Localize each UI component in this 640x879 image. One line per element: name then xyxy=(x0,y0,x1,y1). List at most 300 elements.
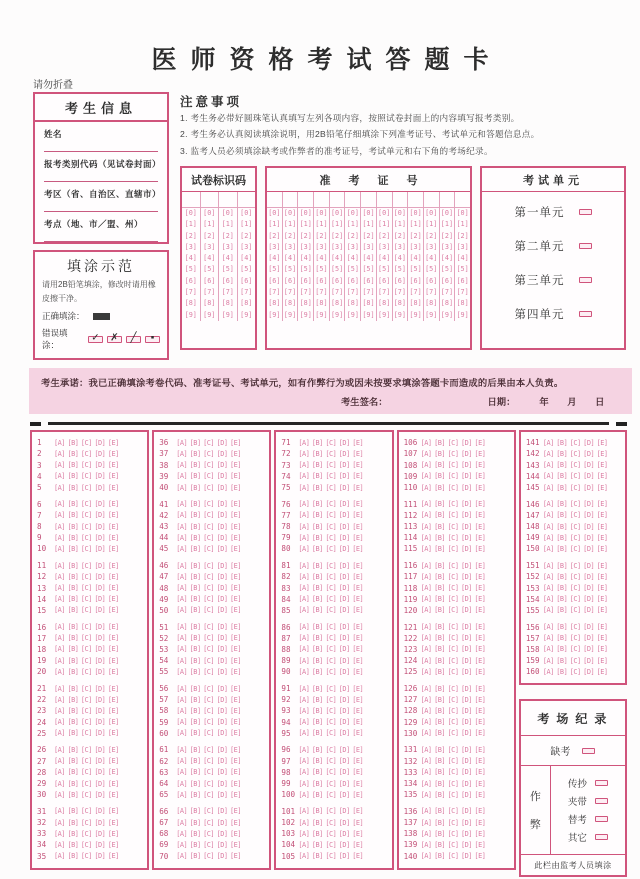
exam-unit-bubble[interactable] xyxy=(579,243,592,249)
answer-bubble-E[interactable]: [E] xyxy=(474,472,486,481)
answer-bubble-C[interactable]: [C] xyxy=(447,483,459,492)
digit-bubble[interactable]: [3] xyxy=(440,242,454,251)
answer-bubble-D[interactable]: [D] xyxy=(583,544,595,553)
answer-bubble-A[interactable]: [A] xyxy=(420,818,432,827)
digit-bubble[interactable]: [4] xyxy=(425,254,438,263)
answer-bubble-B[interactable]: [B] xyxy=(189,438,201,447)
answer-bubble-E[interactable]: [E] xyxy=(107,511,119,520)
answer-bubble-D[interactable]: [D] xyxy=(460,695,472,704)
answer-bubble-A[interactable]: [A] xyxy=(420,645,432,654)
answer-bubble-A[interactable]: [A] xyxy=(420,745,432,754)
answer-bubble-E[interactable]: [E] xyxy=(474,829,486,838)
answer-bubble-C[interactable]: [C] xyxy=(325,511,337,520)
answer-bubble-E[interactable]: [E] xyxy=(596,667,608,676)
answer-bubble-E[interactable]: [E] xyxy=(352,634,364,643)
answer-bubble-C[interactable]: [C] xyxy=(325,706,337,715)
answer-bubble-D[interactable]: [D] xyxy=(583,634,595,643)
answer-bubble-C[interactable]: [C] xyxy=(80,684,92,693)
answer-bubble-D[interactable]: [D] xyxy=(460,718,472,727)
digit-bubble[interactable]: [2] xyxy=(378,231,391,240)
answer-bubble-E[interactable]: [E] xyxy=(352,438,364,447)
answer-bubble-E[interactable]: [E] xyxy=(352,561,364,570)
answer-bubble-D[interactable]: [D] xyxy=(338,572,350,581)
answer-bubble-C[interactable]: [C] xyxy=(203,606,215,615)
answer-bubble-D[interactable]: [D] xyxy=(94,561,106,570)
answer-bubble-C[interactable]: [C] xyxy=(325,561,337,570)
answer-bubble-B[interactable]: [B] xyxy=(311,684,323,693)
answer-bubble-A[interactable]: [A] xyxy=(298,449,310,458)
digit-bubble[interactable]: [7] xyxy=(456,288,469,297)
digit-bubble[interactable]: [3] xyxy=(409,242,422,251)
answer-bubble-B[interactable]: [B] xyxy=(189,807,201,816)
digit-bubble[interactable]: [2] xyxy=(456,231,469,240)
answer-bubble-C[interactable]: [C] xyxy=(569,461,581,470)
answer-bubble-A[interactable]: [A] xyxy=(420,461,432,470)
answer-bubble-D[interactable]: [D] xyxy=(94,472,106,481)
answer-bubble-D[interactable]: [D] xyxy=(460,449,472,458)
answer-bubble-E[interactable]: [E] xyxy=(596,438,608,447)
answer-bubble-D[interactable]: [D] xyxy=(338,729,350,738)
answer-bubble-E[interactable]: [E] xyxy=(474,718,486,727)
answer-bubble-A[interactable]: [A] xyxy=(420,595,432,604)
answer-bubble-C[interactable]: [C] xyxy=(569,500,581,509)
answer-bubble-D[interactable]: [D] xyxy=(338,544,350,553)
answer-bubble-C[interactable]: [C] xyxy=(203,706,215,715)
digit-bubble[interactable]: [4] xyxy=(346,254,359,263)
answer-bubble-B[interactable]: [B] xyxy=(556,438,568,447)
answer-bubble-C[interactable]: [C] xyxy=(325,483,337,492)
digit-bubble[interactable]: [8] xyxy=(440,299,454,308)
digit-bubble[interactable]: [6] xyxy=(299,276,312,285)
answer-bubble-A[interactable]: [A] xyxy=(54,684,65,693)
answer-bubble-A[interactable]: [A] xyxy=(298,595,310,604)
answer-bubble-B[interactable]: [B] xyxy=(67,729,79,738)
answer-bubble-E[interactable]: [E] xyxy=(474,695,486,704)
answer-bubble-C[interactable]: [C] xyxy=(447,500,459,509)
digit-write-cell[interactable] xyxy=(361,192,376,208)
answer-bubble-E[interactable]: [E] xyxy=(107,790,119,799)
answer-bubble-C[interactable]: [C] xyxy=(80,818,92,827)
answer-bubble-A[interactable]: [A] xyxy=(542,544,554,553)
answer-bubble-A[interactable]: [A] xyxy=(420,606,432,615)
answer-bubble-C[interactable]: [C] xyxy=(203,695,215,704)
answer-bubble-B[interactable]: [B] xyxy=(67,606,79,615)
answer-bubble-D[interactable]: [D] xyxy=(94,500,106,509)
digit-bubble[interactable]: [8] xyxy=(456,299,469,308)
answer-bubble-A[interactable]: [A] xyxy=(176,718,188,727)
answer-bubble-C[interactable]: [C] xyxy=(447,438,459,447)
answer-bubble-A[interactable]: [A] xyxy=(298,790,310,799)
answer-bubble-B[interactable]: [B] xyxy=(556,522,568,531)
digit-bubble[interactable]: [1] xyxy=(409,220,422,229)
digit-bubble[interactable]: [4] xyxy=(268,254,281,263)
answer-bubble-E[interactable]: [E] xyxy=(596,561,608,570)
digit-bubble[interactable]: [4] xyxy=(299,254,312,263)
answer-bubble-D[interactable]: [D] xyxy=(338,483,350,492)
answer-bubble-D[interactable]: [D] xyxy=(216,818,228,827)
answer-bubble-B[interactable]: [B] xyxy=(311,584,323,593)
answer-bubble-E[interactable]: [E] xyxy=(107,461,119,470)
answer-bubble-B[interactable]: [B] xyxy=(67,634,79,643)
answer-bubble-D[interactable]: [D] xyxy=(460,745,472,754)
answer-bubble-D[interactable]: [D] xyxy=(338,807,350,816)
answer-bubble-E[interactable]: [E] xyxy=(230,840,241,849)
answer-bubble-E[interactable]: [E] xyxy=(474,667,486,676)
answer-bubble-D[interactable]: [D] xyxy=(94,522,106,531)
answer-bubble-D[interactable]: [D] xyxy=(460,790,472,799)
answer-bubble-B[interactable]: [B] xyxy=(311,461,323,470)
answer-bubble-D[interactable]: [D] xyxy=(94,645,106,654)
answer-bubble-A[interactable]: [A] xyxy=(176,606,188,615)
answer-bubble-A[interactable]: [A] xyxy=(176,561,188,570)
answer-bubble-E[interactable]: [E] xyxy=(596,483,608,492)
answer-bubble-D[interactable]: [D] xyxy=(460,729,472,738)
answer-bubble-B[interactable]: [B] xyxy=(311,718,323,727)
answer-bubble-E[interactable]: [E] xyxy=(230,511,241,520)
answer-bubble-A[interactable]: [A] xyxy=(54,438,65,447)
digit-bubble[interactable]: [6] xyxy=(456,276,469,285)
answer-bubble-B[interactable]: [B] xyxy=(311,667,323,676)
answer-bubble-C[interactable]: [C] xyxy=(325,461,337,470)
answer-bubble-D[interactable]: [D] xyxy=(216,623,228,632)
answer-bubble-B[interactable]: [B] xyxy=(311,483,323,492)
answer-bubble-B[interactable]: [B] xyxy=(556,645,568,654)
answer-bubble-D[interactable]: [D] xyxy=(583,656,595,665)
answer-bubble-E[interactable]: [E] xyxy=(230,544,241,553)
answer-bubble-E[interactable]: [E] xyxy=(474,645,486,654)
answer-bubble-C[interactable]: [C] xyxy=(203,511,215,520)
answer-bubble-D[interactable]: [D] xyxy=(460,461,472,470)
digit-bubble[interactable]: [3] xyxy=(362,242,375,251)
answer-bubble-B[interactable]: [B] xyxy=(311,438,323,447)
digit-bubble[interactable]: [6] xyxy=(330,276,344,285)
answer-bubble-E[interactable]: [E] xyxy=(352,729,364,738)
answer-bubble-A[interactable]: [A] xyxy=(298,645,310,654)
digit-bubble[interactable]: [5] xyxy=(440,265,454,274)
answer-bubble-C[interactable]: [C] xyxy=(203,561,215,570)
digit-bubble[interactable]: [1] xyxy=(283,220,297,229)
digit-bubble[interactable]: [6] xyxy=(425,276,438,285)
answer-bubble-D[interactable]: [D] xyxy=(583,623,595,632)
answer-bubble-C[interactable]: [C] xyxy=(80,829,92,838)
cheat-item-bubble[interactable] xyxy=(595,780,608,786)
answer-bubble-E[interactable]: [E] xyxy=(474,500,486,509)
answer-bubble-C[interactable]: [C] xyxy=(203,829,215,838)
answer-bubble-B[interactable]: [B] xyxy=(189,561,201,570)
digit-bubble[interactable]: [0] xyxy=(362,208,375,217)
answer-bubble-D[interactable]: [D] xyxy=(94,790,106,799)
answer-bubble-B[interactable]: [B] xyxy=(67,522,79,531)
answer-bubble-D[interactable]: [D] xyxy=(460,500,472,509)
answer-bubble-D[interactable]: [D] xyxy=(216,807,228,816)
digit-write-cell[interactable] xyxy=(393,192,408,208)
answer-bubble-B[interactable]: [B] xyxy=(67,840,79,849)
digit-bubble[interactable]: [9] xyxy=(283,310,297,319)
answer-bubble-E[interactable]: [E] xyxy=(107,572,119,581)
digit-bubble[interactable]: [4] xyxy=(362,254,375,263)
answer-bubble-A[interactable]: [A] xyxy=(176,829,188,838)
answer-bubble-C[interactable]: [C] xyxy=(203,533,215,542)
answer-bubble-B[interactable]: [B] xyxy=(556,483,568,492)
answer-bubble-E[interactable]: [E] xyxy=(596,606,608,615)
digit-bubble[interactable]: [1] xyxy=(315,220,328,229)
answer-bubble-B[interactable]: [B] xyxy=(67,449,79,458)
answer-bubble-B[interactable]: [B] xyxy=(67,745,79,754)
digit-bubble[interactable]: [7] xyxy=(378,288,391,297)
answer-bubble-B[interactable]: [B] xyxy=(434,729,446,738)
answer-bubble-C[interactable]: [C] xyxy=(325,584,337,593)
answer-bubble-B[interactable]: [B] xyxy=(189,852,201,861)
answer-bubble-A[interactable]: [A] xyxy=(542,461,554,470)
digit-bubble[interactable]: [3] xyxy=(221,242,234,251)
answer-bubble-A[interactable]: [A] xyxy=(420,718,432,727)
answer-bubble-E[interactable]: [E] xyxy=(352,544,364,553)
answer-bubble-E[interactable]: [E] xyxy=(230,745,241,754)
answer-bubble-B[interactable]: [B] xyxy=(434,779,446,788)
answer-bubble-B[interactable]: [B] xyxy=(556,623,568,632)
answer-bubble-C[interactable]: [C] xyxy=(447,472,459,481)
answer-bubble-C[interactable]: [C] xyxy=(203,522,215,531)
answer-bubble-A[interactable]: [A] xyxy=(542,606,554,615)
digit-bubble[interactable]: [3] xyxy=(393,242,406,251)
answer-bubble-B[interactable]: [B] xyxy=(189,522,201,531)
answer-bubble-E[interactable]: [E] xyxy=(474,779,486,788)
answer-bubble-E[interactable]: [E] xyxy=(352,522,364,531)
answer-bubble-B[interactable]: [B] xyxy=(311,757,323,766)
answer-bubble-E[interactable]: [E] xyxy=(596,572,608,581)
answer-bubble-E[interactable]: [E] xyxy=(107,718,119,727)
answer-bubble-C[interactable]: [C] xyxy=(325,718,337,727)
answer-bubble-E[interactable]: [E] xyxy=(107,829,119,838)
answer-bubble-E[interactable]: [E] xyxy=(474,461,486,470)
answer-bubble-A[interactable]: [A] xyxy=(420,522,432,531)
digit-bubble[interactable]: [2] xyxy=(362,231,375,240)
answer-bubble-C[interactable]: [C] xyxy=(447,606,459,615)
digit-bubble[interactable]: [2] xyxy=(346,231,359,240)
answer-bubble-D[interactable]: [D] xyxy=(94,718,106,727)
answer-bubble-B[interactable]: [B] xyxy=(67,500,79,509)
answer-bubble-C[interactable]: [C] xyxy=(569,472,581,481)
answer-bubble-B[interactable]: [B] xyxy=(189,572,201,581)
answer-bubble-A[interactable]: [A] xyxy=(298,684,310,693)
answer-bubble-A[interactable]: [A] xyxy=(542,500,554,509)
digit-bubble[interactable]: [6] xyxy=(203,276,216,285)
answer-bubble-A[interactable]: [A] xyxy=(54,533,65,542)
answer-bubble-D[interactable]: [D] xyxy=(338,656,350,665)
answer-bubble-A[interactable]: [A] xyxy=(54,840,65,849)
answer-bubble-A[interactable]: [A] xyxy=(54,522,65,531)
answer-bubble-A[interactable]: [A] xyxy=(298,584,310,593)
digit-bubble[interactable]: [1] xyxy=(184,220,197,229)
answer-bubble-D[interactable]: [D] xyxy=(94,745,106,754)
answer-bubble-E[interactable]: [E] xyxy=(230,634,241,643)
answer-bubble-A[interactable]: [A] xyxy=(420,511,432,520)
answer-bubble-D[interactable]: [D] xyxy=(94,438,106,447)
digit-bubble[interactable]: [3] xyxy=(240,242,253,251)
answer-bubble-C[interactable]: [C] xyxy=(80,461,92,470)
answer-bubble-B[interactable]: [B] xyxy=(311,449,323,458)
answer-bubble-E[interactable]: [E] xyxy=(230,449,241,458)
answer-bubble-D[interactable]: [D] xyxy=(460,522,472,531)
answer-bubble-E[interactable]: [E] xyxy=(352,718,364,727)
answer-bubble-B[interactable]: [B] xyxy=(434,533,446,542)
answer-bubble-B[interactable]: [B] xyxy=(311,779,323,788)
digit-bubble[interactable]: [3] xyxy=(203,242,216,251)
answer-bubble-C[interactable]: [C] xyxy=(80,645,92,654)
answer-bubble-E[interactable]: [E] xyxy=(352,667,364,676)
answer-bubble-E[interactable]: [E] xyxy=(107,656,119,665)
answer-bubble-C[interactable]: [C] xyxy=(325,768,337,777)
answer-bubble-E[interactable]: [E] xyxy=(596,533,608,542)
answer-bubble-E[interactable]: [E] xyxy=(352,684,364,693)
answer-bubble-A[interactable]: [A] xyxy=(54,656,65,665)
answer-bubble-A[interactable]: [A] xyxy=(176,623,188,632)
answer-bubble-B[interactable]: [B] xyxy=(67,572,79,581)
answer-bubble-B[interactable]: [B] xyxy=(556,533,568,542)
answer-bubble-A[interactable]: [A] xyxy=(420,533,432,542)
answer-bubble-D[interactable]: [D] xyxy=(216,438,228,447)
answer-bubble-D[interactable]: [D] xyxy=(216,790,228,799)
answer-bubble-E[interactable]: [E] xyxy=(107,818,119,827)
answer-bubble-A[interactable]: [A] xyxy=(298,561,310,570)
answer-bubble-E[interactable]: [E] xyxy=(352,606,364,615)
answer-bubble-E[interactable]: [E] xyxy=(230,695,241,704)
answer-bubble-C[interactable]: [C] xyxy=(569,572,581,581)
answer-bubble-E[interactable]: [E] xyxy=(230,572,241,581)
answer-bubble-D[interactable]: [D] xyxy=(216,757,228,766)
answer-bubble-B[interactable]: [B] xyxy=(434,790,446,799)
answer-bubble-C[interactable]: [C] xyxy=(203,729,215,738)
answer-bubble-D[interactable]: [D] xyxy=(460,623,472,632)
answer-bubble-E[interactable]: [E] xyxy=(230,667,241,676)
answer-bubble-C[interactable]: [C] xyxy=(325,645,337,654)
answer-bubble-B[interactable]: [B] xyxy=(434,840,446,849)
answer-bubble-E[interactable]: [E] xyxy=(352,461,364,470)
answer-bubble-E[interactable]: [E] xyxy=(230,522,241,531)
digit-write-cell[interactable] xyxy=(238,192,256,208)
answer-bubble-A[interactable]: [A] xyxy=(542,595,554,604)
answer-bubble-C[interactable]: [C] xyxy=(203,472,215,481)
answer-bubble-C[interactable]: [C] xyxy=(80,544,92,553)
answer-bubble-E[interactable]: [E] xyxy=(474,818,486,827)
answer-bubble-E[interactable]: [E] xyxy=(230,438,241,447)
answer-bubble-C[interactable]: [C] xyxy=(203,634,215,643)
answer-bubble-D[interactable]: [D] xyxy=(460,829,472,838)
digit-bubble[interactable]: [2] xyxy=(283,231,297,240)
answer-bubble-D[interactable]: [D] xyxy=(216,483,228,492)
answer-bubble-E[interactable]: [E] xyxy=(107,852,119,861)
digit-bubble[interactable]: [0] xyxy=(240,208,253,217)
answer-bubble-A[interactable]: [A] xyxy=(298,606,310,615)
answer-bubble-D[interactable]: [D] xyxy=(583,645,595,654)
digit-bubble[interactable]: [8] xyxy=(315,299,328,308)
answer-bubble-A[interactable]: [A] xyxy=(176,483,188,492)
answer-bubble-C[interactable]: [C] xyxy=(80,718,92,727)
cheat-item-bubble[interactable] xyxy=(595,834,608,840)
answer-bubble-B[interactable]: [B] xyxy=(311,634,323,643)
answer-bubble-E[interactable]: [E] xyxy=(596,449,608,458)
digit-bubble[interactable]: [4] xyxy=(240,254,253,263)
answer-bubble-C[interactable]: [C] xyxy=(203,757,215,766)
digit-bubble[interactable]: [7] xyxy=(315,288,328,297)
answer-bubble-E[interactable]: [E] xyxy=(352,533,364,542)
answer-bubble-E[interactable]: [E] xyxy=(474,840,486,849)
answer-bubble-C[interactable]: [C] xyxy=(203,438,215,447)
answer-bubble-E[interactable]: [E] xyxy=(596,500,608,509)
answer-bubble-A[interactable]: [A] xyxy=(420,500,432,509)
answer-bubble-E[interactable]: [E] xyxy=(474,790,486,799)
digit-write-cell[interactable] xyxy=(424,192,439,208)
answer-bubble-E[interactable]: [E] xyxy=(474,623,486,632)
answer-bubble-B[interactable]: [B] xyxy=(556,500,568,509)
answer-bubble-E[interactable]: [E] xyxy=(352,483,364,492)
answer-bubble-D[interactable]: [D] xyxy=(94,818,106,827)
answer-bubble-C[interactable]: [C] xyxy=(203,667,215,676)
answer-bubble-A[interactable]: [A] xyxy=(420,572,432,581)
answer-bubble-D[interactable]: [D] xyxy=(338,438,350,447)
answer-bubble-B[interactable]: [B] xyxy=(434,595,446,604)
answer-bubble-A[interactable]: [A] xyxy=(298,718,310,727)
answer-bubble-E[interactable]: [E] xyxy=(474,729,486,738)
answer-bubble-E[interactable]: [E] xyxy=(474,533,486,542)
answer-bubble-A[interactable]: [A] xyxy=(542,561,554,570)
answer-bubble-D[interactable]: [D] xyxy=(94,656,106,665)
answer-bubble-C[interactable]: [C] xyxy=(569,483,581,492)
answer-bubble-A[interactable]: [A] xyxy=(176,533,188,542)
answer-bubble-E[interactable]: [E] xyxy=(230,656,241,665)
answer-bubble-C[interactable]: [C] xyxy=(80,500,92,509)
answer-bubble-C[interactable]: [C] xyxy=(325,656,337,665)
answer-bubble-A[interactable]: [A] xyxy=(54,483,65,492)
answer-bubble-A[interactable]: [A] xyxy=(176,461,188,470)
answer-bubble-E[interactable]: [E] xyxy=(596,511,608,520)
answer-bubble-E[interactable]: [E] xyxy=(352,852,364,861)
answer-bubble-B[interactable]: [B] xyxy=(434,695,446,704)
answer-bubble-D[interactable]: [D] xyxy=(583,572,595,581)
answer-bubble-A[interactable]: [A] xyxy=(420,807,432,816)
answer-bubble-D[interactable]: [D] xyxy=(583,667,595,676)
answer-bubble-C[interactable]: [C] xyxy=(80,606,92,615)
answer-bubble-D[interactable]: [D] xyxy=(460,634,472,643)
answer-bubble-E[interactable]: [E] xyxy=(352,757,364,766)
answer-bubble-D[interactable]: [D] xyxy=(338,718,350,727)
answer-bubble-B[interactable]: [B] xyxy=(67,757,79,766)
answer-bubble-D[interactable]: [D] xyxy=(338,623,350,632)
answer-bubble-B[interactable]: [B] xyxy=(189,695,201,704)
answer-bubble-C[interactable]: [C] xyxy=(325,544,337,553)
answer-bubble-E[interactable]: [E] xyxy=(107,522,119,531)
answer-bubble-A[interactable]: [A] xyxy=(54,667,65,676)
answer-bubble-E[interactable]: [E] xyxy=(352,840,364,849)
answer-bubble-E[interactable]: [E] xyxy=(596,595,608,604)
answer-bubble-A[interactable]: [A] xyxy=(54,745,65,754)
answer-bubble-B[interactable]: [B] xyxy=(311,472,323,481)
answer-bubble-A[interactable]: [A] xyxy=(176,572,188,581)
answer-bubble-D[interactable]: [D] xyxy=(94,706,106,715)
answer-bubble-E[interactable]: [E] xyxy=(474,483,486,492)
digit-write-cell[interactable] xyxy=(377,192,392,208)
answer-bubble-B[interactable]: [B] xyxy=(434,706,446,715)
digit-bubble[interactable]: [5] xyxy=(268,265,281,274)
answer-bubble-E[interactable]: [E] xyxy=(107,779,119,788)
answer-bubble-D[interactable]: [D] xyxy=(338,606,350,615)
answer-bubble-A[interactable]: [A] xyxy=(298,623,310,632)
answer-bubble-C[interactable]: [C] xyxy=(447,533,459,542)
answer-bubble-A[interactable]: [A] xyxy=(542,449,554,458)
answer-bubble-E[interactable]: [E] xyxy=(107,483,119,492)
answer-bubble-B[interactable]: [B] xyxy=(189,718,201,727)
digit-bubble[interactable]: [7] xyxy=(440,288,454,297)
